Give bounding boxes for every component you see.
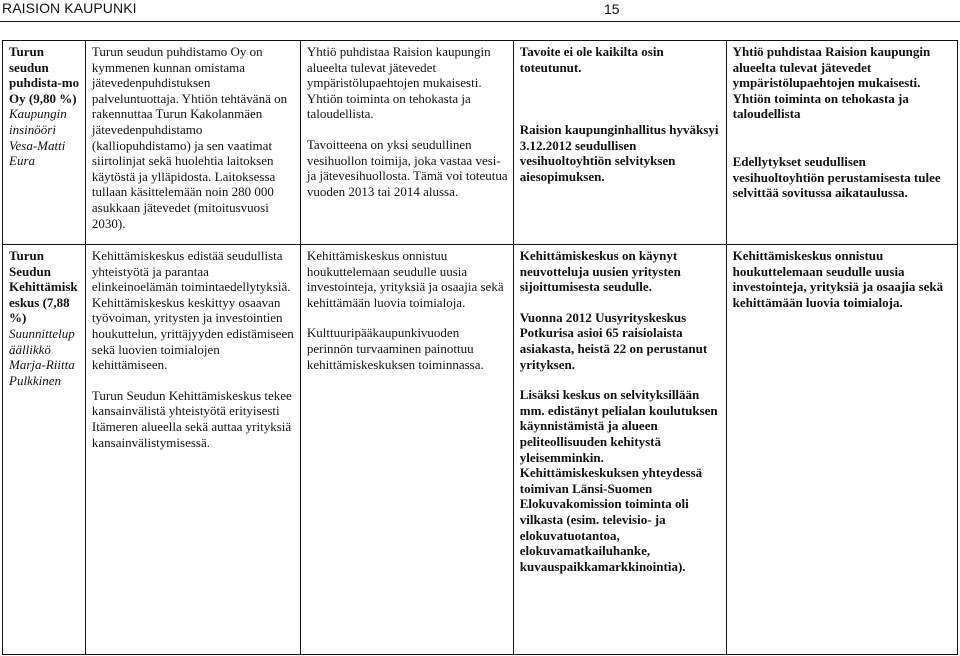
- goals-cell: [300, 245, 513, 655]
- ownership-steering-table: [2, 40, 958, 655]
- table-row: [3, 245, 958, 655]
- guideline-text: Edellytykset seudullisen vesihuoltoyhtiön perustamisesta tulee selvittää sovitussa aikataulussa.: [732, 153, 941, 201]
- contact-person: Kaupungin insinööri Vesa-Matti Eura: [9, 106, 67, 169]
- guidelines-cell: [726, 245, 957, 655]
- goal-text: Yhtiö puhdistaa Raision kaupungin alueelta tulevat jätevedet ympäristölupaehtojen mukaisesti. Yhtiön toiminta on tehokasta ja taloudellista.: [306, 44, 491, 122]
- status-text: Tavoite ei ole kaikilta osin toteutunut.: [519, 44, 664, 75]
- organization-cell: [3, 245, 86, 655]
- goal-text: Tavoitteena on yksi seudullinen vesihuollon toimija, joka vastaa vesi- ja jätevesihuollosta. Tämä voi toteutua vuoden 2013 tai 2014 alussa.: [306, 136, 508, 199]
- status-text: Lisäksi keskus on selvityksillään mm. edistänyt pelialan koulutuksen käynnistämistä ja alueen peliteollisuuden kehitystä yleisemminkin. Kehittämiskeskuksen yhteydessä toimivan Länsi-Suomen Elokuvakomission toiminta oli vilkasta (esim. televisio- ja elokuvatuotantoa, elokuvamatkailuhanke, kuvauspaikkamarkkinointia).: [519, 387, 718, 574]
- guideline-text: Yhtiö puhdistaa Raision kaupungin alueelta tulevat jätevedet ympäristölupaehtojen mukaisesti. Yhtiön toiminta on tehokasta ja taloudellista: [732, 44, 931, 122]
- description-cell: [85, 245, 300, 655]
- goals-cell: [300, 41, 513, 245]
- guidelines-cell: [726, 41, 957, 245]
- document-title: RAISION KAUPUNKI: [2, 0, 137, 16]
- goal-text: Kulttuuripääkaupunkivuoden perinnön turvaaminen painottuu kehittämiskeskuksen toiminnassa.: [306, 325, 484, 372]
- status-cell: [513, 245, 726, 655]
- status-text: Raision kaupunginhallitus hyväksyi 3.12.2012 seudullisen vesihuoltoyhtiön selvityksen aiesopimuksen.: [519, 122, 719, 184]
- description-text: Turun seudun puhdistamo Oy on kymmenen kunnan omistama jätevedenpuhdistuksen palveluntuottaja. Yhtiön tehtävänä on rakennuttaa Turun Kakolanmäen jätevedenpuhdistamo (kalliopuhdistamo) ja sen vaatimat siirtolinjat sekä huolehtia laitoksen käytöstä ja ylläpidosta. Laitoksessa tullaan käsittelemään noin 280 000 asukkaan jätevedet (mitoitusvuosi 2030).: [91, 44, 288, 231]
- description-text: Kehittämiskeskus edistää seudullista yhteistyötä ja parantaa elinkeinoelämän toimintaedellytyksiä. Kehittämiskeskus keskittyy osaavan työvoiman, yritysten ja investointien houkuttelun, yrittäjyyden edistämiseen sekä luovien toimialojen kehittämiseen.: [91, 248, 294, 373]
- description-text: Turun Seudun Kehittämiskeskus tekee kansainvälistä yhteistyötä erityisesti Itämeren alueella sekä auttaa yrityksiä kansainvälistymisessä.: [91, 387, 292, 450]
- header-divider: [0, 21, 960, 22]
- contact-person: Suunnittelupäällikkö Marja-Riitta Pulkkinen: [9, 325, 75, 388]
- status-text: Kehittämiskeskus on käynyt neuvotteluja uusien yritysten sijoittumisesta seudulle.: [519, 248, 681, 295]
- status-cell: [513, 41, 726, 245]
- organization-cell: [3, 41, 86, 245]
- goal-text: Kehittämiskeskus onnistuu houkuttelemaan seudulle uusia investointeja, yrityksiä ja osaajia sekä kehittämään luovia toimialoja.: [306, 248, 504, 310]
- table-row: [3, 41, 958, 245]
- description-cell: [85, 41, 300, 245]
- status-text: Vuonna 2012 Uusyrityskeskus Potkurisa asioi 65 raisiolaista asiakasta, heistä 22 on perustanut yrityksen.: [519, 309, 708, 372]
- page-number: 15: [604, 1, 620, 17]
- organization-name: Turun seudun puhdista-mo Oy (9,80 %): [9, 44, 80, 106]
- organization-name: Turun Seudun Kehittämiskeskus (7,88 %): [9, 248, 78, 326]
- guideline-text: Kehittämiskeskus onnistuu houkuttelemaan seudulle uusia investointeja, yrityksiä ja osaajia sekä kehittämään luovia toimialoja.: [732, 248, 944, 310]
- page-header: [0, 0, 960, 22]
